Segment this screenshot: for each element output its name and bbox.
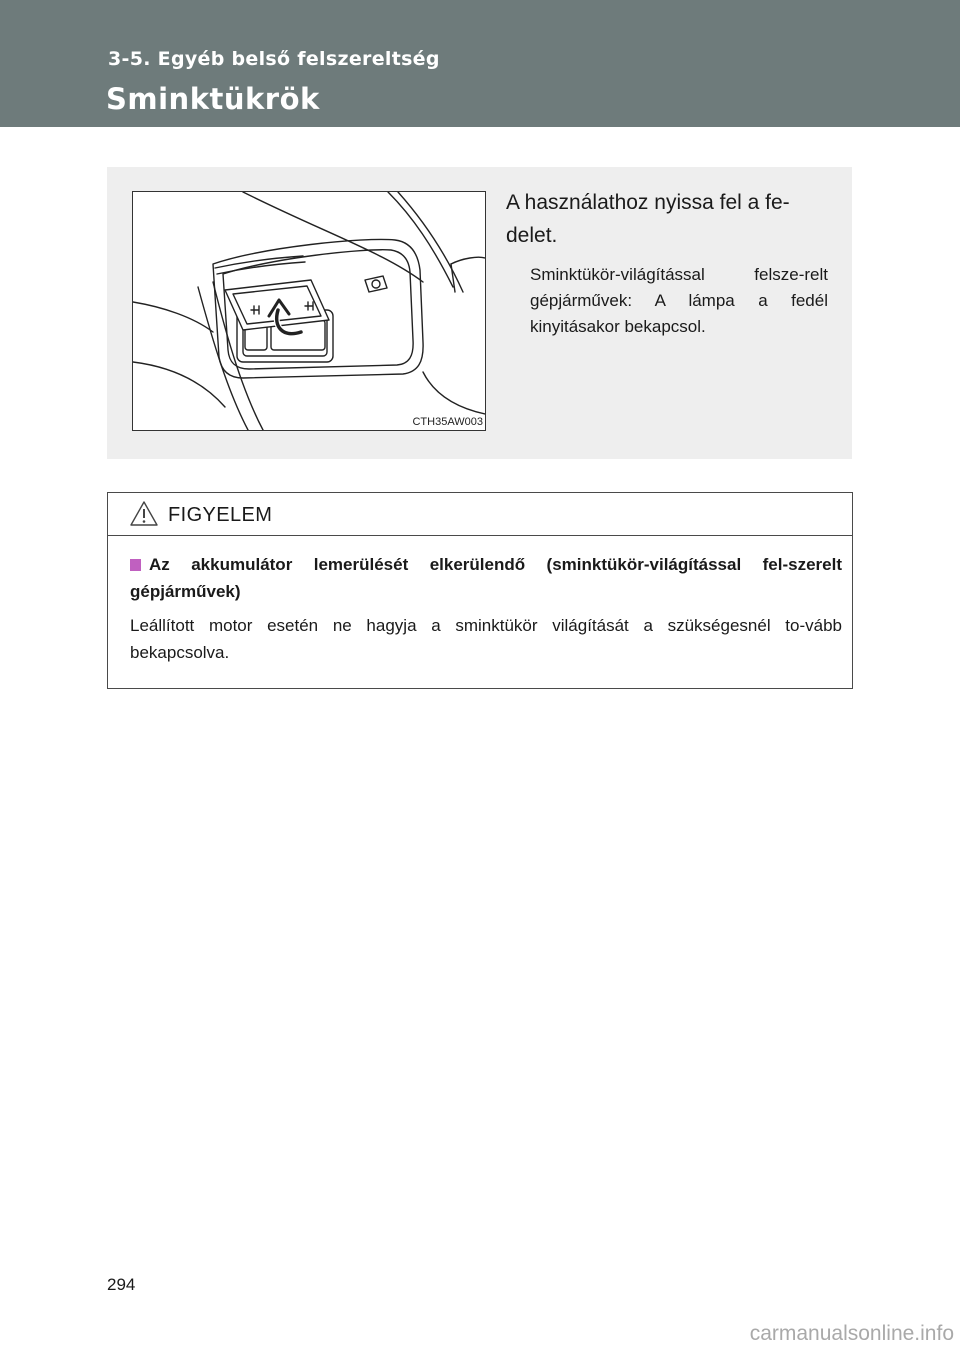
page-number: 294 <box>107 1275 136 1294</box>
vanity-mirror-drawing <box>133 192 485 430</box>
section-label: 3-5. Egyéb belső felszereltség <box>108 48 440 70</box>
instruction-note: Sminktükör-világítással felsze-relt gépjárművek: A lámpa a fedél kinyitásakor bekapcsol. <box>530 265 828 336</box>
warning-triangle-icon <box>129 500 159 532</box>
watermark: carmanualsonline.info <box>749 1322 954 1345</box>
header-bar <box>0 0 960 127</box>
warning-label: FIGYELEM <box>168 504 273 526</box>
vanity-mirror-illustration <box>132 191 486 431</box>
figure-code: CTH35AW003 <box>412 416 483 428</box>
instruction-text: A használathoz nyissa fel a fe-delet. <box>506 191 790 247</box>
warning-box <box>107 492 853 689</box>
warning-heading <box>130 551 842 605</box>
warning-body: Leállított motor esetén ne hagyja a sminktükör világítását a szükségesnél to-vább bekapcsolva. <box>130 616 842 662</box>
bullet-square-icon <box>130 559 141 571</box>
warning-heading-text: Az akkumulátor lemerülését elkerülendő (sminktükör-világítással fel-szerelt gépjárművek) <box>130 555 842 601</box>
page-title: Sminktükrök <box>106 82 320 116</box>
warning-header <box>108 493 852 536</box>
